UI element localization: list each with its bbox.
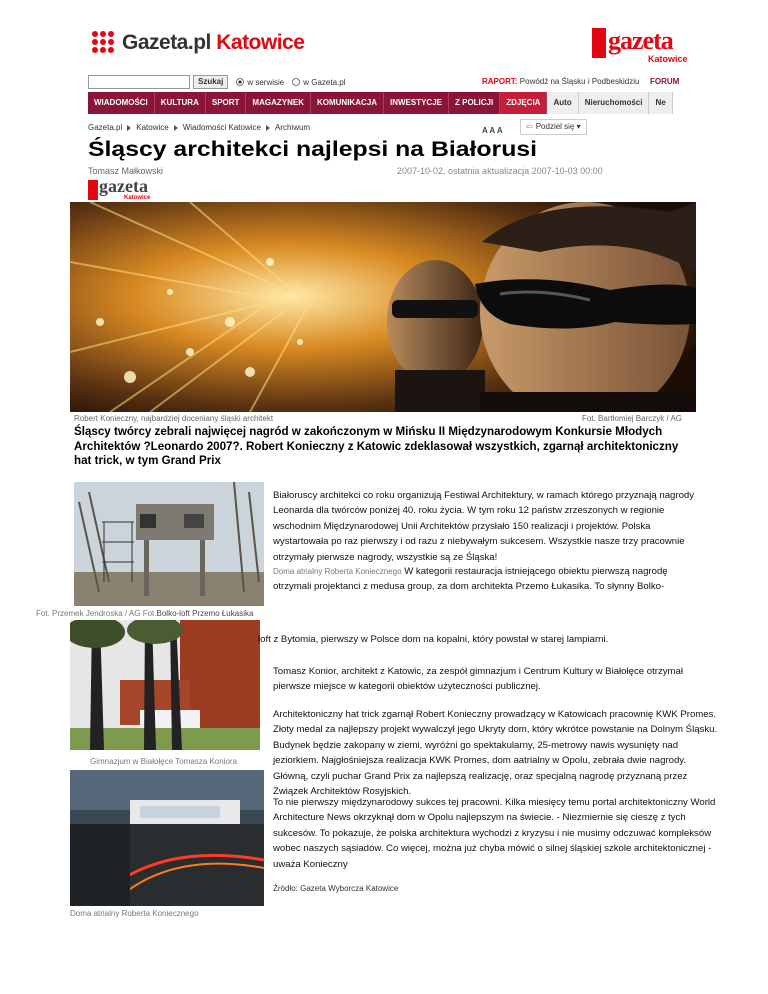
article-lead: Śląscy twórcy zebrali najwięcej nagród w zakończonym w Mińsku II Międzynarodowym Konkursie Młodych Architektów ?Leonardo 2007?. Robert Konieczny z Katowic zdeklasował wszystkich, zgarnął architektoniczny hat trick, w tym Grand Prix (74, 425, 679, 467)
nav-ne[interactable]: Ne (649, 92, 672, 114)
bolko-loft-photo (74, 482, 264, 606)
paragraph-2-prefix: Doma atrialny Roberta Koniecznego (273, 567, 402, 576)
logo-city: Katowice (216, 31, 305, 54)
breadcrumb-arrow-icon (174, 125, 178, 131)
radio-serwis[interactable] (236, 78, 244, 86)
paragraph-6: To nie pierwszy międzynarodowy sukces tej pracowni. Kilka miesięcy temu portal architektoniczny World Architecture News okrzyknął dom w Opolu najlepszym na świecie. - Niezmiernie się cieszę z tych sukcesów. To pokazuje, że polska architektura wychodzi z kryzysu i nie musimy odczuwać kompleksów wobec naszych sąsiadów. Co więcej, można już chyba mówić o silnej śląskiej szkole architektonicznej - uważa Konieczny (273, 797, 716, 870)
breadcrumb-wiadomosci[interactable]: Wiadomości Katowice (182, 123, 261, 132)
nav-kultura[interactable]: KULTURA (155, 92, 206, 114)
hero-photo (70, 202, 696, 412)
breadcrumb-archiwum[interactable]: Archiwum (274, 123, 311, 132)
hero-credit: Fot. Bartłomiej Barczyk / AG (582, 414, 683, 423)
nav-zdjecia[interactable]: ZDJĘCIA (500, 92, 547, 114)
radio-gazeta[interactable] (292, 78, 300, 86)
small-logo-city: Katowice (124, 195, 151, 201)
hero-caption: Robert Konieczny, najbardziej doceniany śląski architekt (74, 414, 274, 423)
gazeta-badge[interactable] (592, 26, 688, 66)
badge-city: Katowice (648, 54, 688, 64)
logo-text (122, 31, 304, 55)
breadcrumb-katowice[interactable]: Katowice (136, 123, 169, 132)
gazeta-katowice-logo[interactable] (92, 30, 304, 56)
search-bar (88, 75, 346, 89)
share-label: Podziel się (535, 122, 575, 131)
nav-komunikacja[interactable]: KOMUNIKACJA (311, 92, 384, 114)
page-title: Śląscy architekci najlepsi na Białorusi (88, 138, 538, 161)
dom-atrialny-caption: Doma atrialny Roberta Koniecznego (70, 909, 199, 918)
article-date: 2007-10-02, ostatnia aktualizacja 2007-10-03 00:00 (397, 166, 603, 176)
small-logo-red-block (88, 180, 98, 200)
badge-brand: gazeta (608, 26, 673, 55)
raport-label: RAPORT: (482, 77, 518, 86)
nav-nieruchomosci[interactable]: Nieruchomości (579, 92, 650, 114)
gazeta-katowice-small-logo (88, 176, 158, 202)
paragraph-3: loft z Bytomia, pierwszy w Polsce dom na kopalni, który powstał w starej lampiarni. (258, 634, 609, 645)
search-input[interactable] (88, 75, 190, 89)
nav-magazynek[interactable]: MAGAZYNEK (246, 92, 311, 114)
bolko-loft-title: Bolko-loft Przemo Łukasika (156, 609, 254, 618)
font-size-labels[interactable]: A A A (482, 126, 503, 135)
paragraph-4: Tomasz Konior, architekt z Katowic, za zespół gimnazjum i Centrum Kultury w Białołęce otrzymał pierwsze miejsce w kategorii obiektów użyteczności publicznej. (273, 666, 684, 693)
article-author: Tomasz Małkowski (88, 166, 164, 176)
breadcrumb-arrow-icon (127, 125, 131, 131)
nav-wiadomosci[interactable]: WIADOMOŚCI (88, 92, 155, 114)
raport-link[interactable] (482, 77, 639, 86)
nav-auto[interactable]: Auto (547, 92, 578, 114)
paragraph-1: Białoruscy architekci co roku organizują Festiwal Architektury, w ramach którego przyznają nagrody Leonarda dla twórców poniżej 40. roku życia. W tym roku 12 państw zrzeszonych w regionie wschodnim Międzynarodowej Unii Architektów przysłało 150 realizacji i projektów. Polska wystartowała po raz pierwszy i od razu z niebywałym sukcesem. Wszystkie nasze trzy pracownie otrzymały pierwsze nagrody, wszystkie są ze Śląska! (273, 490, 695, 563)
main-nav (88, 92, 768, 114)
font-size-switch[interactable] (482, 120, 503, 138)
logo-dots-icon (92, 31, 118, 55)
bolko-loft-credit: Fot. Przemek Jendroska / AG Fot. (36, 609, 157, 618)
radio-serwis-label: w serwisie (247, 77, 285, 87)
nav-sport[interactable]: SPORT (206, 92, 247, 114)
nav-z-policji[interactable]: Z POLICJI (449, 92, 500, 114)
gimnazjum-caption: Gimnazjum w Białołęce Tomasza Koniora (90, 757, 238, 766)
nav-inwestycje[interactable]: INWESTYCJE (384, 92, 449, 114)
radio-gazeta-label: w Gazeta.pl (303, 77, 346, 87)
breadcrumb-gazeta[interactable]: Gazeta.pl (88, 123, 123, 132)
logo-brand: Gazeta.pl (122, 31, 211, 54)
breadcrumb-arrow-icon (266, 125, 270, 131)
raport-text: Powódź na Śląsku i Podbeskidziu (519, 77, 640, 86)
share-button[interactable]: ⇦ Podziel się ▾ (520, 119, 587, 135)
paragraph-2-text: W kategorii restauracja istniejącego obiektu pierwszą nagrodę otrzymali projektanci z medusa group, za dom architekta Przemo Łukasika. To słynny Bolko- (273, 566, 668, 593)
breadcrumb (88, 123, 310, 132)
small-logo-brand: gazeta (99, 176, 148, 196)
paragraph-5: Architektoniczny hat trick zgarnął Robert Konieczny prowadzący w Katowicach pracownię KWK Promes. Złoty medal za najlepszy projekt wywalczył jego Ukryty dom, który wkrótce powstanie na Dolnym Śląsku. Budynek będzie zakopany w ziemi, wyróżni go spektakularny, 25-metrowy nawis wysunięty nad jeziorkiem. Najgłośniejsza realizacja KWK Promes, dom aatrialny w Opolu, zebrała dwie nagrody. Główną, czyli puchar Grand Prix za najlepszą realizację, oraz specjalną nagrodę przyznaną przez Związek Architektów Rosyjskich. (273, 709, 718, 798)
article-source: Źródło: Gazeta Wyborcza Katowice (273, 884, 399, 893)
forum-link[interactable]: FORUM (650, 77, 680, 86)
gimnazjum-photo (70, 620, 260, 750)
bolko-loft-caption (36, 609, 253, 618)
search-button[interactable]: Szukaj (193, 75, 228, 89)
dom-atrialny-photo (70, 770, 264, 906)
paragraph-2 (273, 564, 705, 595)
badge-red-block (592, 28, 606, 58)
share-icon: ⇦ (526, 122, 533, 131)
